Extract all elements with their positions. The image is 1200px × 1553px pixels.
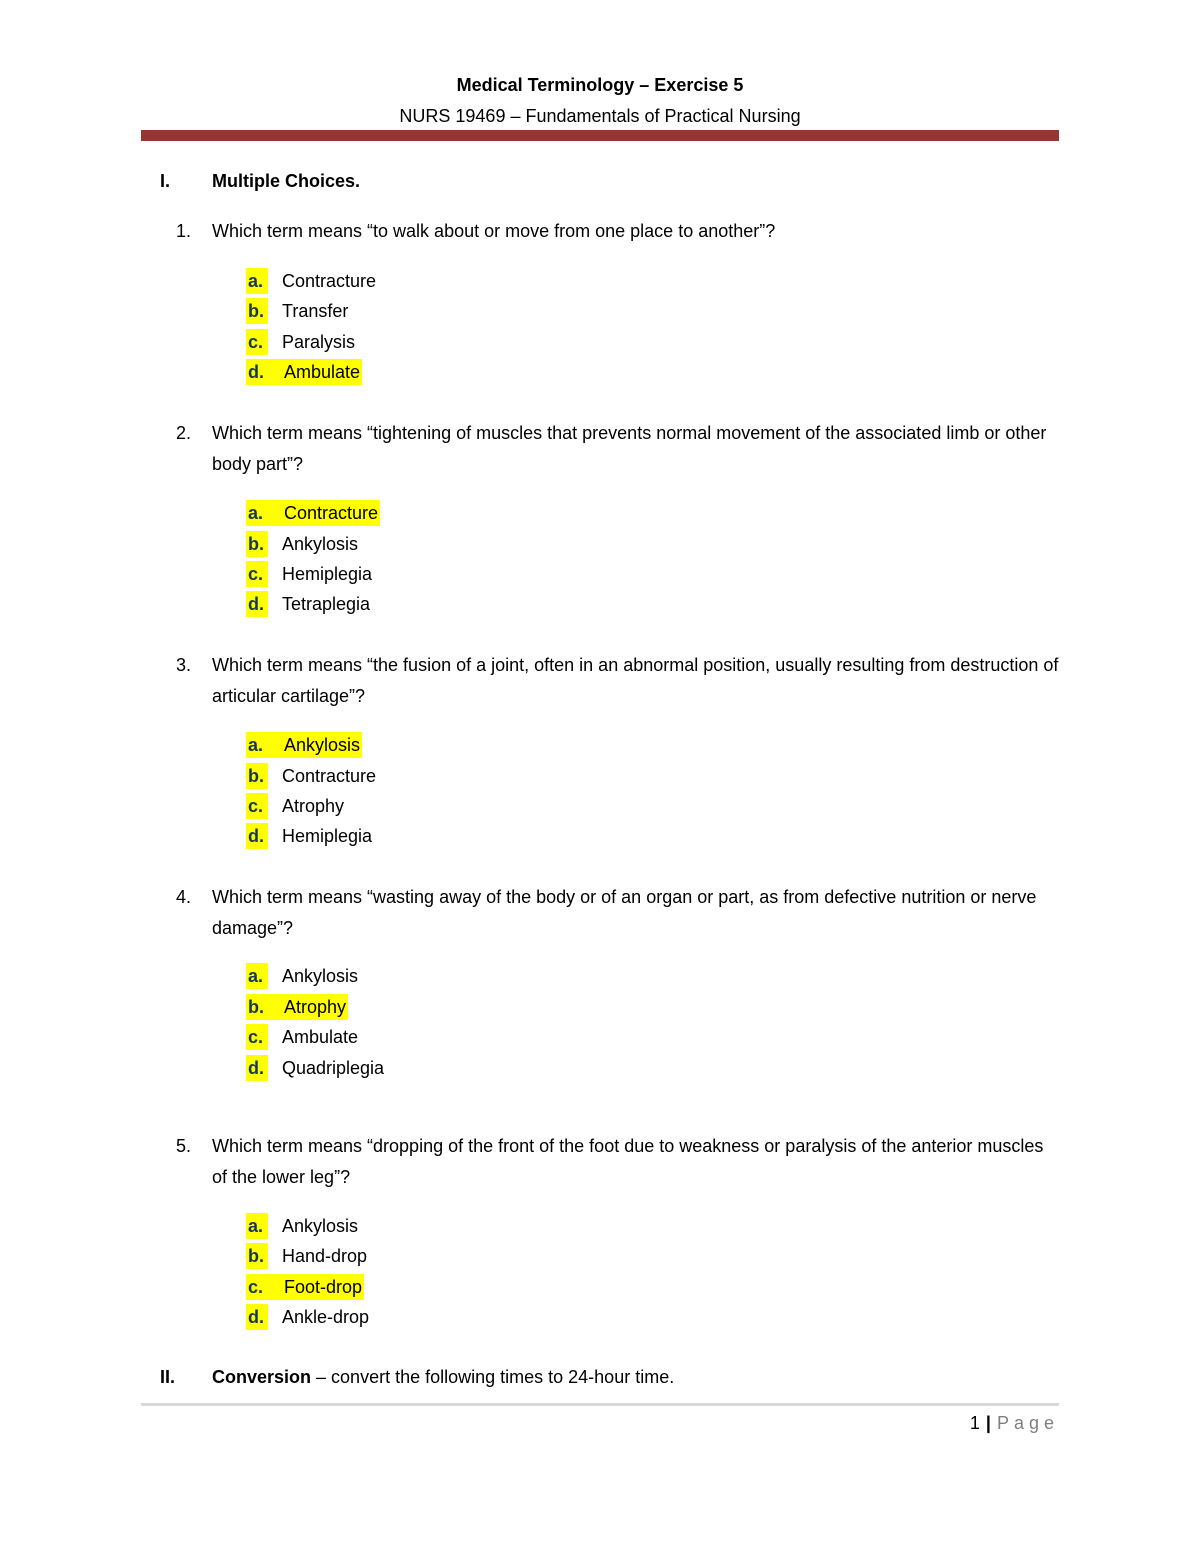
q3-option-d (246, 823, 374, 849)
option-letter: a. (246, 500, 284, 526)
section-title-bold: Conversion (212, 1367, 312, 1387)
question-number: 3. (176, 655, 192, 675)
q4-option-d (246, 1055, 386, 1081)
q5-option-c-answer (246, 1274, 364, 1300)
question-text: Which term means “dropping of the front of the foot due to weakness or paralysis of the anterior muscles of the lower leg”? (212, 1136, 1044, 1187)
option-letter: c. (246, 561, 268, 587)
option-text: Ankylosis (268, 732, 362, 758)
footer-rule (141, 1403, 1059, 1406)
option-letter: a. (246, 268, 268, 294)
question-number: 2. (176, 423, 192, 443)
option-text: Ambulate (268, 359, 362, 385)
footer-separator: | (985, 1413, 991, 1433)
option-letter: b. (246, 994, 284, 1020)
option-text: Atrophy (268, 994, 348, 1020)
q3-option-c (246, 793, 346, 819)
question-number: 4. (176, 887, 192, 907)
option-letter: c. (246, 1274, 284, 1300)
option-text: Ankle-drop (282, 1307, 370, 1327)
option-letter: d. (246, 359, 284, 385)
option-letter: d. (246, 1055, 268, 1081)
q2-option-d (246, 591, 372, 617)
q4-option-c (246, 1024, 360, 1050)
section-heading-conversion (0, 1364, 1200, 1390)
option-text: Ankylosis (282, 534, 359, 554)
question-number: 1. (176, 221, 192, 241)
question-number: 5. (176, 1136, 192, 1156)
q1-option-a (246, 268, 378, 294)
option-text: Contracture (282, 271, 377, 291)
q2-option-c (246, 561, 374, 587)
option-letter: a. (246, 963, 268, 989)
section-numeral: II. (160, 1367, 176, 1387)
option-text: Ambulate (282, 1027, 359, 1047)
option-letter: d. (246, 1304, 268, 1330)
option-text: Paralysis (282, 332, 356, 352)
option-text: Ankylosis (282, 1216, 359, 1236)
option-text: Atrophy (282, 796, 345, 816)
option-letter: b. (246, 531, 268, 557)
q1-option-b (246, 298, 350, 324)
section-heading-multiple-choice (0, 168, 1200, 194)
option-letter: c. (246, 329, 268, 355)
q3-option-b (246, 763, 378, 789)
q2-option-b (246, 531, 360, 557)
option-letter: a. (246, 1213, 268, 1239)
q5-option-d (246, 1304, 371, 1330)
option-text: Contracture (268, 500, 380, 526)
section-title (212, 1364, 674, 1390)
option-letter: c. (246, 793, 268, 819)
q4-option-b-answer (246, 994, 348, 1020)
q1-option-d-answer (246, 359, 362, 385)
option-letter: b. (246, 298, 268, 324)
section-numeral: I. (160, 171, 171, 191)
option-letter: a. (246, 732, 284, 758)
option-letter: d. (246, 591, 268, 617)
option-letter: b. (246, 763, 268, 789)
option-letter: c. (246, 1024, 268, 1050)
option-letter: b. (246, 1243, 268, 1269)
question-text: Which term means “tightening of muscles that prevents normal movement of the associated limb or other body part”? (212, 423, 1047, 474)
page-label: Page (996, 1413, 1059, 1433)
option-text: Hemiplegia (282, 564, 373, 584)
question-text: Which term means “to walk about or move from one place to another”? (212, 221, 776, 241)
page-footer (970, 1410, 1059, 1436)
option-text: Ankylosis (282, 966, 359, 986)
document-title: Medical Terminology – Exercise 5 (456, 75, 744, 95)
question-text: Which term means “wasting away of the body or of an organ or part, as from defective nutrition or nerve damage”? (212, 887, 1037, 938)
option-text: Contracture (282, 766, 377, 786)
q3-option-a-answer (246, 732, 362, 758)
section-instruction: – convert the following times to 24-hour time. (311, 1367, 675, 1387)
q5-option-a (246, 1213, 360, 1239)
q1-option-c (246, 329, 357, 355)
section-title: Multiple Choices. (212, 171, 361, 191)
option-text: Quadriplegia (282, 1058, 385, 1078)
page-number: 1 (969, 1413, 980, 1433)
option-text: Hand-drop (282, 1246, 368, 1266)
option-text: Transfer (282, 301, 349, 321)
option-text: Tetraplegia (282, 594, 371, 614)
header-rule (141, 130, 1059, 141)
document-subtitle: NURS 19469 – Fundamentals of Practical Nursing (399, 106, 801, 126)
option-text: Hemiplegia (282, 826, 373, 846)
option-text: Foot-drop (268, 1274, 364, 1300)
question-text: Which term means “the fusion of a joint, often in an abnormal position, usually resulting from destruction of articular cartilage”? (212, 655, 1059, 706)
q4-option-a (246, 963, 360, 989)
q5-option-b (246, 1243, 369, 1269)
option-letter: d. (246, 823, 268, 849)
q2-option-a-answer (246, 500, 380, 526)
